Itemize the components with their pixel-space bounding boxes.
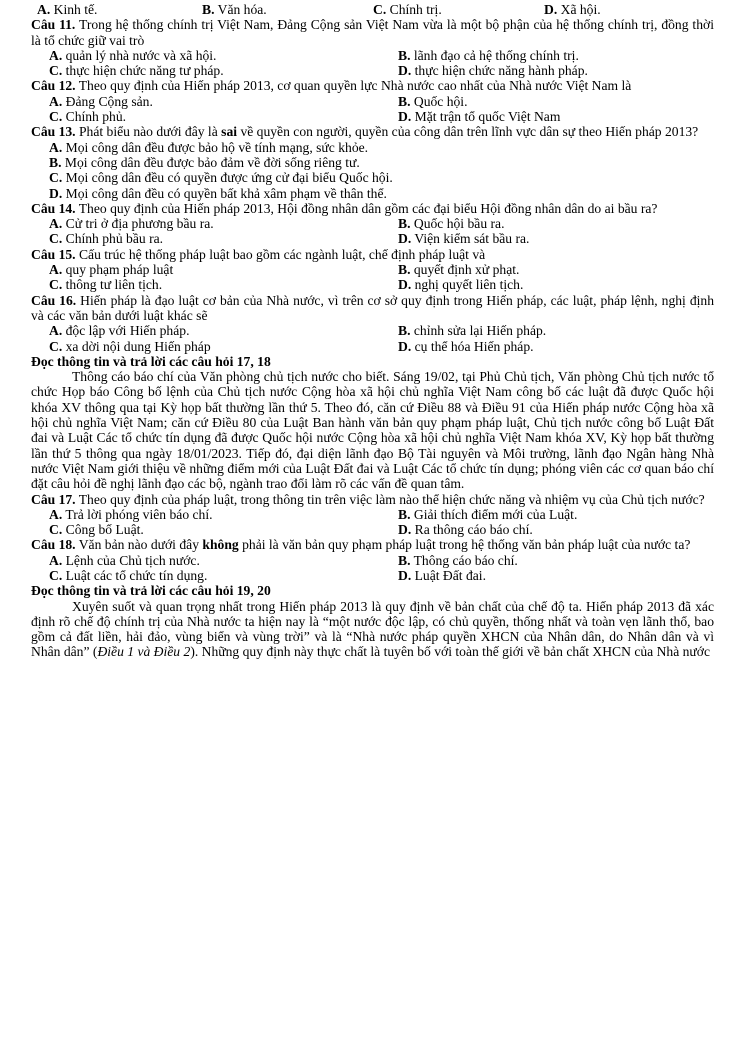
q16-option-d: D. cụ thể hóa Hiến pháp. bbox=[398, 338, 534, 354]
q10-option-c: C. Chính trị. bbox=[373, 2, 442, 17]
question-15: Câu 15. Cấu trúc hệ thống pháp luật bao gồm các ngành luật, chế định pháp luật và bbox=[31, 246, 486, 262]
q15-option-b: B. quyết định xử phạt. bbox=[398, 262, 520, 278]
q11-option-b: B. lãnh đạo cả hệ thống chính trị. bbox=[398, 47, 579, 63]
q10-options bbox=[31, 2, 714, 17]
q17-options-row2 bbox=[31, 522, 714, 537]
section-heading-19-20: Đọc thông tin và trả lời các câu hỏi 19, 20 bbox=[31, 583, 271, 599]
q12-option-b: B. Quốc hội. bbox=[398, 93, 468, 109]
q16-options-row2 bbox=[31, 339, 714, 354]
q16-option-b: B. chỉnh sửa lại Hiến pháp. bbox=[398, 323, 547, 339]
q16-option-c: C. xa dời nội dung Hiến pháp bbox=[49, 338, 211, 354]
q11-options-row1 bbox=[31, 48, 714, 63]
q17-option-d: D. Ra thông cáo báo chí. bbox=[398, 522, 533, 538]
q14-options-row1 bbox=[31, 216, 714, 231]
q11-option-d: D. thực hiện chức năng hành pháp. bbox=[398, 63, 588, 79]
q13-option-a: A. Mọi công dân đều được bảo hộ về tính mạng, sức khỏe. bbox=[49, 139, 369, 155]
q16-option-a: A. độc lập với Hiến pháp. bbox=[49, 323, 190, 339]
q18-option-b: B. Thông cáo báo chí. bbox=[398, 552, 518, 568]
q18-options-row1 bbox=[31, 553, 714, 568]
question-11: Câu 11. Trong hệ thống chính trị Việt Nam, Đảng Cộng sản Việt Nam vừa là một bộ phận của hệ thống chính trị, đồng thời là tổ chức giữ vai trò bbox=[31, 17, 714, 48]
question-12: Câu 12. Theo quy định của Hiến pháp 2013, cơ quan quyền lực Nhà nước cao nhất của Nhà nước Việt Nam là bbox=[31, 78, 632, 94]
q18-option-a: A. Lệnh của Chủ tịch nước. bbox=[49, 552, 200, 568]
q17-options-row1 bbox=[31, 507, 714, 522]
q17-option-a: A. Trả lời phóng viên báo chí. bbox=[49, 506, 213, 522]
question-13: Câu 13. Phát biểu nào dưới đây là sai về quyền con người, quyền của công dân trên lĩnh vực dân sự theo Hiến pháp 2013? bbox=[31, 124, 699, 140]
q15-option-a: A. quy phạm pháp luật bbox=[49, 262, 174, 278]
q15-options-row2 bbox=[31, 277, 714, 292]
q11-option-a: A. quản lý nhà nước và xã hội. bbox=[49, 47, 217, 63]
q13-emphasis: sai bbox=[221, 124, 238, 140]
q14-option-c: C. Chính phủ bầu ra. bbox=[49, 231, 164, 247]
q15-options-row1 bbox=[31, 262, 714, 277]
reading-passage-19-20: Xuyên suốt và quan trọng nhất trong Hiến pháp 2013 là quy định về bản chất của chế độ ta. Hiến pháp 2013 đã xác định rõ chế độ chính trị của Nhà nước ta hiện nay là “một nước độc lập, có chủ quyền, thống nhất và toàn vẹn lãnh thổ, bao gồm cả đất liền, hải đảo, vùng biển và vùng trời” và là “Nhà nước pháp quyền XHCN của Nhân dân, do Nhân dân và vì Nhân dân” (Điều 1 và Điều 2). Những quy định này thực chất là tuyên bố với toàn thế giới về bản chất XHCN của Nhà nước bbox=[31, 598, 714, 660]
q10-option-d: D. Xã hội. bbox=[544, 2, 601, 17]
q14-option-a: A. Cử tri ở địa phương bầu ra. bbox=[49, 216, 214, 232]
q13-option-b: B. Mọi công dân đều được bảo đảm về đời sống riêng tư. bbox=[49, 154, 360, 170]
q12-options-row2 bbox=[31, 109, 714, 124]
q13-option-c: C. Mọi công dân đều có quyền được ứng cử đại biểu Quốc hội. bbox=[49, 170, 393, 186]
section-heading-17-18: Đọc thông tin và trả lời các câu hỏi 17, 18 bbox=[31, 353, 271, 369]
question-14: Câu 14. Theo quy định của Hiến pháp 2013, Hội đồng nhân dân gồm các đại biểu Hội đồng nhân dân do ai bầu ra? bbox=[31, 200, 658, 216]
question-16: Câu 16. Hiến pháp là đạo luật cơ bản của Nhà nước, vì trên cơ sở quy định trong Hiến pháp, các luật, pháp lệnh, nghị định và các văn bản dưới luật khác sẽ bbox=[31, 292, 714, 323]
q15-option-c: C. thông tư liên tịch. bbox=[49, 277, 163, 293]
q13-option-d: D. Mọi công dân đều có quyền bất khả xâm phạm về thân thể. bbox=[49, 185, 387, 201]
q16-options-row1 bbox=[31, 323, 714, 338]
article-reference: Điều 1 và Điều 2 bbox=[97, 644, 191, 660]
q12-option-c: C. Chính phủ. bbox=[49, 109, 127, 125]
reading-passage-17-18: Thông cáo báo chí của Văn phòng chủ tịch nước cho biết. Sáng 19/02, tại Phủ Chủ tịch, Văn phòng Chủ tịch nước tổ chức Họp báo Công bố lệnh của Chủ tịch nước Cộng hòa xã hội chủ nghĩa Việt Nam công bố các luật đã được Quốc hội khóa XV thông qua tại Kỳ họp bất thường lần thứ 5. Theo đó, căn cứ Điều 88 và Điều 91 của Hiến pháp nước Cộng hòa xã hội chủ nghĩa Việt Nam; căn cứ Điều 80 của Luật Ban hành văn bản quy phạm pháp luật, Chủ tịch nước công bố Luật Đất đai và Luật Các tổ chức tín dụng đã được Quốc hội nước Cộng hòa xã hội chủ nghĩa Việt Nam khóa XV, Kỳ họp bất thường lần thứ 5 thông qua ngày 18/01/2023. Tiếp đó, đại diện lãnh đạo Bộ Tài nguyên và Môi trường, lãnh đạo Ngân hàng Nhà nước Việt Nam giới thiệu về những điểm mới của Luật Đất đai và Luật Các tổ chức tín dụng; phóng viên các cơ quan báo chí đặt câu hỏi đề nghị lãnh đạo các bộ, ngành trao đổi làm rõ các vấn đề quan tâm. bbox=[31, 369, 714, 492]
q12-option-a: A. Đảng Cộng sản. bbox=[49, 93, 153, 109]
q17-option-c: C. Công bố Luật. bbox=[49, 522, 144, 538]
q14-options-row2 bbox=[31, 231, 714, 246]
q15-option-d: D. nghị quyết liên tịch. bbox=[398, 277, 524, 293]
question-17: Câu 17. Theo quy định của pháp luật, trong thông tin trên việc làm nào thể hiện chức năng và nhiệm vụ của Chủ tịch nước? bbox=[31, 491, 705, 507]
q18-options-row2 bbox=[31, 568, 714, 583]
q17-option-b: B. Giải thích điểm mới của Luật. bbox=[398, 506, 578, 522]
q14-option-d: D. Viện kiểm sát bầu ra. bbox=[398, 231, 530, 247]
q10-option-b: B. Văn hóa. bbox=[202, 2, 267, 17]
question-18: Câu 18. Văn bản nào dưới đây không phải là văn bản quy phạm pháp luật trong hệ thống văn bản pháp luật của nước ta? bbox=[31, 537, 691, 553]
q10-option-a: A. Kinh tế. bbox=[37, 2, 98, 17]
q11-option-c: C. thực hiện chức năng tư pháp. bbox=[49, 63, 224, 79]
q18-option-d: D. Luật Đất đai. bbox=[398, 567, 486, 583]
q14-option-b: B. Quốc hội bầu ra. bbox=[398, 216, 505, 232]
q18-emphasis: không bbox=[202, 537, 239, 553]
q11-options-row2 bbox=[31, 63, 714, 78]
q12-option-d: D. Mặt trận tổ quốc Việt Nam bbox=[398, 109, 561, 125]
q12-options-row1 bbox=[31, 94, 714, 109]
q18-option-c: C. Luật các tổ chức tín dụng. bbox=[49, 567, 208, 583]
